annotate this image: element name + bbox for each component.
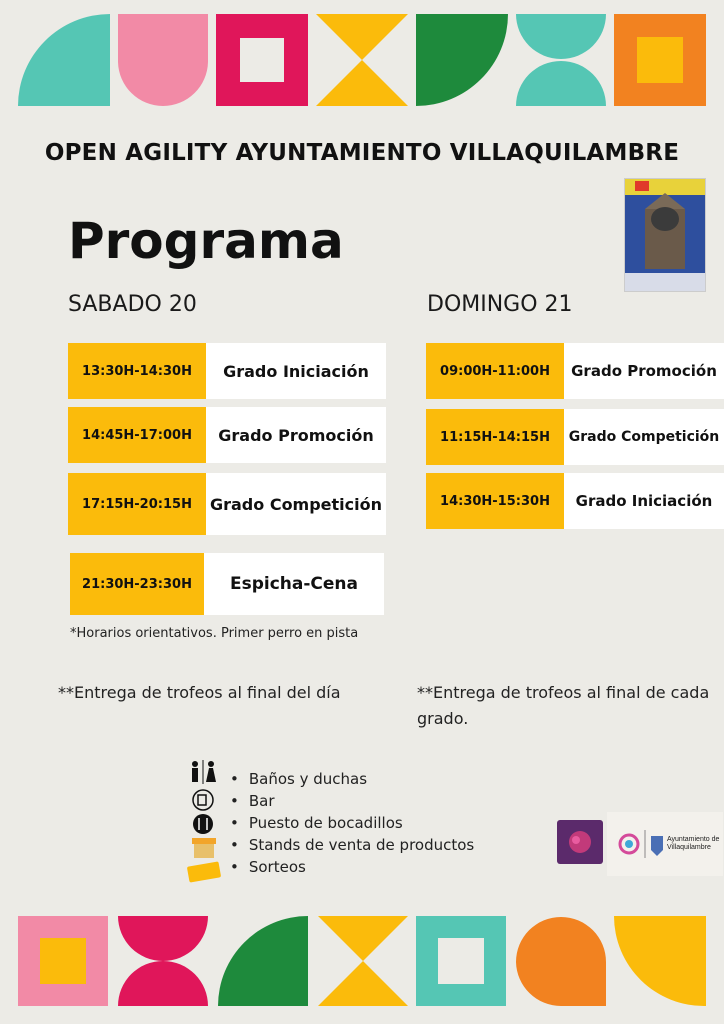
activity-label: Grado Competición <box>564 409 724 465</box>
event-poster-image <box>624 178 706 292</box>
service-item: • Puesto de bocadillos <box>230 814 403 832</box>
time-slot: 17:15H-20:15H <box>68 473 206 535</box>
activity-label: Grado Promoción <box>564 343 724 399</box>
green-dome-shape <box>218 916 308 1006</box>
top-decorative-shapes <box>0 0 724 110</box>
bottom-decorative-shapes <box>0 912 724 1024</box>
market-stand-icon <box>192 838 216 858</box>
ayuntamiento-logo-text: Ayuntamiento de Villaquilambre <box>667 836 720 851</box>
saturday-heading: SABADO 20 <box>68 292 197 317</box>
teal-double-half-shape <box>516 14 606 106</box>
schedule-row <box>68 343 386 399</box>
activity-label: Grado Iniciación <box>206 343 386 399</box>
schedule-row <box>68 407 386 463</box>
food-icon <box>193 814 213 834</box>
teal-quarter-shape <box>18 14 110 106</box>
schedule-row <box>68 473 386 535</box>
services-icons <box>184 758 224 890</box>
service-item: • Bar <box>230 792 275 810</box>
orange-drop-shape <box>516 917 606 1006</box>
service-item: • Baños y duchas <box>230 770 367 788</box>
pink-arch-shape <box>118 14 208 106</box>
time-slot: 14:30H-15:30H <box>426 473 564 529</box>
yellow-quarter-shape <box>614 916 706 1006</box>
trophies-note-saturday: **Entrega de trofeos al final del día <box>58 683 341 702</box>
activity-label: Grado Competición <box>206 473 386 535</box>
activity-label: Espicha-Cena <box>204 553 384 615</box>
beer-icon <box>193 790 213 810</box>
yellow-hourglass-shape <box>318 916 408 1006</box>
service-item: • Stands de venta de productos <box>230 836 474 854</box>
schedule-row <box>70 553 384 615</box>
schedule-row <box>426 409 724 465</box>
activity-label: Grado Iniciación <box>564 473 724 529</box>
schedule-row <box>426 473 724 529</box>
time-slot: 21:30H-23:30H <box>70 553 204 615</box>
time-slot: 14:45H-17:00H <box>68 407 206 463</box>
page-heading: Programa <box>68 212 344 270</box>
ayuntamiento-logo <box>607 812 723 876</box>
service-item: • Sorteos <box>230 858 306 876</box>
sunday-heading: DOMINGO 21 <box>427 292 573 317</box>
schedule-row <box>426 343 724 399</box>
schedule-note: *Horarios orientativos. Primer perro en pista <box>70 626 359 641</box>
trophies-note-sunday: **Entrega de trofeos al final de cada grado. <box>417 683 710 728</box>
time-slot: 09:00H-11:00H <box>426 343 564 399</box>
restroom-icon <box>192 760 216 784</box>
time-slot: 11:15H-14:15H <box>426 409 564 465</box>
yellow-hourglass-shape <box>316 14 408 106</box>
ticket-icon <box>187 861 221 882</box>
green-quarter-shape <box>416 14 508 106</box>
event-title: OPEN AGILITY AYUNTAMIENTO VILLAQUILAMBRE <box>44 140 680 166</box>
club-logo <box>557 820 603 864</box>
activity-label: Grado Promoción <box>206 407 386 463</box>
magenta-double-half-shape <box>118 916 208 1006</box>
time-slot: 13:30H-14:30H <box>68 343 206 399</box>
